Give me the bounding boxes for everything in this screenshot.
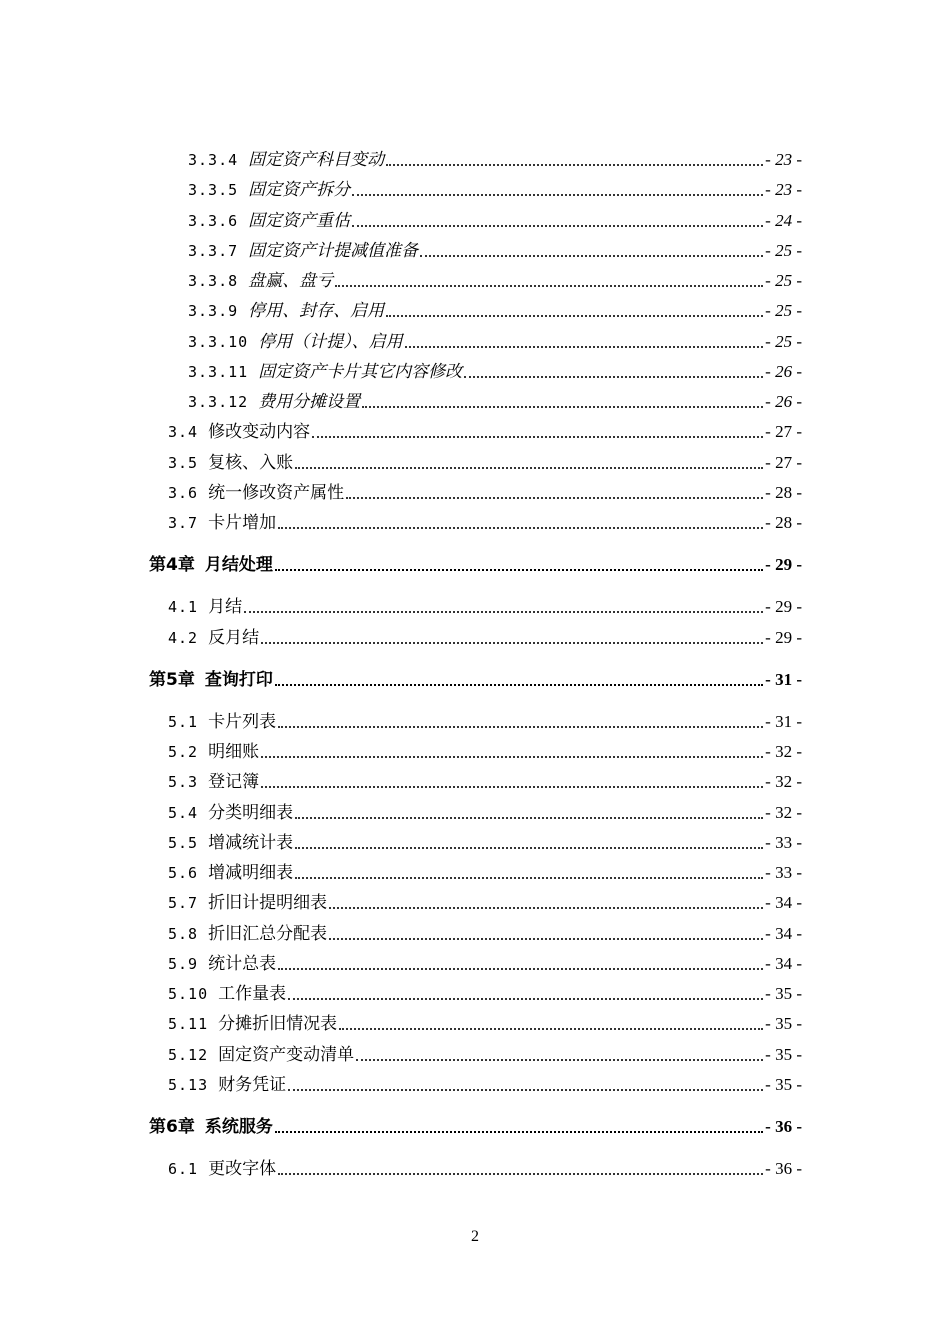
toc-entry-number: 5.2 bbox=[168, 743, 199, 761]
toc-dot-leader bbox=[278, 726, 763, 728]
toc-entry-title: 查询打印 bbox=[204, 669, 273, 690]
toc-entry-title: 费用分摊设置 bbox=[258, 392, 361, 412]
toc-dot-leader bbox=[275, 1131, 763, 1133]
toc-entry-page: - 35 - bbox=[765, 1044, 802, 1064]
toc-entry[interactable] bbox=[168, 1010, 802, 1034]
toc-dot-leader bbox=[288, 1089, 763, 1091]
toc-entry[interactable] bbox=[188, 328, 802, 352]
toc-entry-page: - 34 - bbox=[765, 953, 802, 973]
toc-entry[interactable] bbox=[168, 738, 802, 762]
toc-entry-title: 明细账 bbox=[208, 742, 260, 762]
toc-dot-leader bbox=[261, 786, 763, 788]
toc-entry[interactable] bbox=[188, 297, 802, 321]
toc-entry-page: - 34 - bbox=[765, 893, 802, 913]
toc-entry-title: 固定资产拆分 bbox=[248, 180, 351, 201]
toc-entry-number: 5.7 bbox=[168, 894, 199, 913]
toc-entry-title: 固定资产计提减值准备 bbox=[248, 240, 419, 261]
toc-dot-leader bbox=[275, 569, 763, 571]
toc-entry-title: 登记簿 bbox=[208, 772, 260, 793]
toc-entry-title: 反月结 bbox=[208, 627, 260, 648]
toc-entry-page: - 25 - bbox=[765, 271, 802, 290]
toc-entry-page: - 36 - bbox=[765, 1159, 802, 1178]
toc-entry-title: 统一修改资产属性 bbox=[208, 482, 345, 503]
toc-entry-title: 盘赢、盘亏 bbox=[248, 271, 334, 291]
toc-entry-page: - 32 - bbox=[765, 772, 802, 792]
toc-entry[interactable] bbox=[168, 768, 802, 792]
toc-entry-number: 5.5 bbox=[168, 833, 199, 852]
toc-entry-number: 5.9 bbox=[168, 954, 199, 973]
toc-entry-number: 5.12 bbox=[168, 1045, 209, 1064]
toc-dot-leader bbox=[352, 194, 763, 196]
toc-entry-title: 分摊折旧情况表 bbox=[218, 1014, 338, 1035]
toc-dot-leader bbox=[362, 406, 763, 408]
toc-entry-number: 3.3.7 bbox=[188, 241, 239, 260]
toc-dot-leader bbox=[329, 907, 763, 909]
toc-entry[interactable] bbox=[168, 799, 802, 823]
toc-entry[interactable] bbox=[168, 889, 802, 913]
toc-entry[interactable] bbox=[188, 176, 802, 200]
toc-entry-title: 卡片增加 bbox=[208, 513, 277, 533]
toc-entry[interactable] bbox=[168, 859, 802, 883]
toc-entry-page: - 24 - bbox=[765, 210, 802, 230]
toc-entry-title: 月结 bbox=[208, 597, 243, 618]
toc-dot-leader bbox=[312, 436, 763, 438]
toc-entry[interactable] bbox=[188, 237, 802, 261]
toc-entry-number: 3.5 bbox=[168, 453, 199, 472]
toc-entry-number: 5.13 bbox=[168, 1075, 209, 1094]
toc-entry-number: 5.6 bbox=[168, 864, 199, 882]
toc-entry-number: 3.7 bbox=[168, 514, 199, 532]
toc-dot-leader bbox=[295, 467, 763, 469]
toc-entry-title: 固定资产变动清单 bbox=[218, 1044, 355, 1065]
toc-entry[interactable] bbox=[168, 920, 802, 944]
toc-entry[interactable] bbox=[168, 509, 802, 533]
toc-entry-title: 折旧计提明细表 bbox=[208, 893, 328, 914]
toc-entry[interactable] bbox=[168, 1041, 802, 1065]
toc-entry-number: 3.3.12 bbox=[188, 393, 249, 411]
toc-entry[interactable] bbox=[168, 950, 802, 974]
toc-dot-leader bbox=[339, 1028, 763, 1030]
toc-entry-title: 月结处理 bbox=[204, 555, 273, 576]
toc-dot-leader bbox=[329, 938, 763, 940]
toc-entry-number: 第5章 bbox=[149, 669, 195, 690]
toc-dot-leader bbox=[356, 1059, 763, 1061]
toc-entry-page: - 25 - bbox=[765, 301, 802, 321]
toc-dot-leader bbox=[278, 1173, 763, 1175]
toc-dot-leader bbox=[405, 346, 763, 348]
toc-entry[interactable] bbox=[188, 388, 802, 412]
toc-entry-page: - 32 - bbox=[765, 742, 802, 761]
toc-entry-page: - 25 - bbox=[765, 240, 802, 260]
toc-entry-page: - 29 - bbox=[765, 555, 802, 575]
toc-dot-leader bbox=[295, 817, 763, 819]
toc-entry-number: 3.3.4 bbox=[188, 151, 239, 169]
toc-dot-leader bbox=[261, 756, 763, 758]
toc-chapter-entry[interactable] bbox=[149, 551, 802, 575]
toc-entry[interactable] bbox=[188, 267, 802, 291]
toc-entry-number: 4.2 bbox=[168, 628, 199, 647]
toc-chapter-entry[interactable] bbox=[149, 666, 802, 690]
toc-dot-leader bbox=[386, 315, 763, 317]
toc-entry-number: 5.10 bbox=[168, 985, 209, 1003]
toc-entry-title: 增减统计表 bbox=[208, 832, 294, 853]
toc-dot-leader bbox=[420, 255, 763, 257]
toc-entry-page: - 27 - bbox=[765, 422, 802, 442]
toc-entry-number: 3.3.9 bbox=[188, 302, 239, 321]
toc-entry-number: 3.6 bbox=[168, 483, 199, 502]
toc-entry-title: 更改字体 bbox=[208, 1159, 277, 1179]
toc-entry-number: 第6章 bbox=[149, 1117, 195, 1137]
toc-entry-title: 停用（计提）、启用 bbox=[258, 331, 403, 352]
toc-dot-leader bbox=[278, 968, 763, 970]
toc-entry-number: 5.8 bbox=[168, 924, 199, 943]
page-number: 2 bbox=[471, 1228, 479, 1245]
toc-entry-title: 工作量表 bbox=[218, 984, 287, 1004]
toc-entry-number: 3.3.8 bbox=[188, 272, 239, 290]
toc-entry-number: 5.4 bbox=[168, 803, 199, 822]
toc-entry-number: 3.3.10 bbox=[188, 332, 249, 351]
toc-dot-leader bbox=[278, 527, 763, 529]
toc-entry-page: - 32 - bbox=[765, 802, 802, 822]
toc-dot-leader bbox=[335, 285, 763, 287]
toc-entry-page: - 35 - bbox=[765, 984, 802, 1003]
toc-entry-number: 5.11 bbox=[168, 1015, 209, 1034]
toc-entry-page: - 26 - bbox=[765, 392, 802, 411]
toc-entry-title: 卡片列表 bbox=[208, 711, 277, 732]
toc-entry-title: 固定资产卡片其它内容修改 bbox=[258, 361, 463, 382]
toc-entry-number: 3.3.6 bbox=[188, 211, 239, 230]
toc-entry-page: - 23 - bbox=[765, 180, 802, 200]
toc-entry[interactable] bbox=[168, 593, 802, 617]
toc-entry-page: - 34 - bbox=[765, 923, 802, 943]
toc-entry-title: 折旧汇总分配表 bbox=[208, 923, 328, 944]
toc-entry[interactable] bbox=[188, 146, 802, 170]
toc-entry-page: - 29 - bbox=[765, 597, 802, 617]
toc-entry[interactable] bbox=[168, 624, 802, 648]
toc-dot-leader bbox=[261, 642, 763, 644]
toc-entry-title: 财务凭证 bbox=[218, 1074, 287, 1095]
toc-entry-title: 分类明细表 bbox=[208, 802, 294, 823]
toc-entry[interactable] bbox=[168, 449, 802, 473]
toc-dot-leader bbox=[295, 847, 763, 849]
toc-entry-number: 5.1 bbox=[168, 712, 199, 731]
toc-entry[interactable] bbox=[168, 418, 802, 442]
toc-dot-leader bbox=[352, 225, 763, 227]
toc-dot-leader bbox=[464, 376, 763, 378]
toc-entry[interactable] bbox=[188, 207, 802, 231]
toc-entry-title: 停用、封存、启用 bbox=[248, 301, 385, 322]
toc-entry[interactable] bbox=[168, 1071, 802, 1095]
toc-entry-page: - 27 - bbox=[765, 452, 802, 472]
toc-dot-leader bbox=[295, 877, 763, 879]
toc-entry-title: 固定资产科目变动 bbox=[248, 150, 385, 170]
toc-dot-leader bbox=[244, 611, 763, 613]
toc-entry[interactable] bbox=[168, 479, 802, 503]
toc-entry-page: - 28 - bbox=[765, 482, 802, 502]
toc-entry-number: 5.3 bbox=[168, 773, 199, 792]
toc-entry-page: - 35 - bbox=[765, 1014, 802, 1034]
toc-entry-page: - 35 - bbox=[765, 1074, 802, 1094]
toc-dot-leader bbox=[346, 497, 763, 499]
toc-dot-leader bbox=[386, 164, 763, 166]
toc-entry-title: 修改变动内容 bbox=[208, 422, 311, 443]
toc-entry-page: - 26 - bbox=[765, 361, 802, 381]
toc-entry-page: - 33 - bbox=[765, 832, 802, 852]
toc-entry-page: - 31 - bbox=[765, 711, 802, 731]
toc-dot-leader bbox=[275, 684, 763, 686]
toc-entry-page: - 36 - bbox=[765, 1117, 802, 1136]
toc-entry-page: - 29 - bbox=[765, 627, 802, 647]
toc-entry[interactable] bbox=[168, 829, 802, 853]
toc-dot-leader bbox=[288, 998, 763, 1000]
toc-entry-page: - 31 - bbox=[765, 669, 802, 689]
toc-entry-number: 第4章 bbox=[149, 555, 195, 576]
toc-entry-title: 复核、入账 bbox=[208, 452, 294, 473]
toc-entry[interactable] bbox=[168, 708, 802, 732]
toc-entry-title: 增减明细表 bbox=[208, 863, 294, 883]
toc-entry-title: 固定资产重估 bbox=[248, 210, 351, 231]
toc-entry-page: - 28 - bbox=[765, 513, 802, 532]
toc-entry-number: 4.1 bbox=[168, 598, 199, 617]
toc-entry-page: - 33 - bbox=[765, 863, 802, 882]
toc-entry[interactable] bbox=[168, 980, 802, 1004]
toc-entry-title: 统计总表 bbox=[208, 953, 277, 974]
toc-entry-number: 3.3.5 bbox=[188, 181, 239, 200]
toc-chapter-entry[interactable] bbox=[149, 1113, 802, 1137]
toc-entry[interactable] bbox=[188, 358, 802, 382]
toc-entry-number: 3.3.11 bbox=[188, 362, 249, 381]
toc-entry-number: 6.1 bbox=[168, 1160, 199, 1178]
toc-entry-page: - 25 - bbox=[765, 331, 802, 351]
toc-entry-title: 系统服务 bbox=[204, 1117, 273, 1137]
toc-entry-page: - 23 - bbox=[765, 150, 802, 169]
toc-entry-number: 3.4 bbox=[168, 423, 199, 442]
toc-entry[interactable] bbox=[168, 1155, 802, 1179]
